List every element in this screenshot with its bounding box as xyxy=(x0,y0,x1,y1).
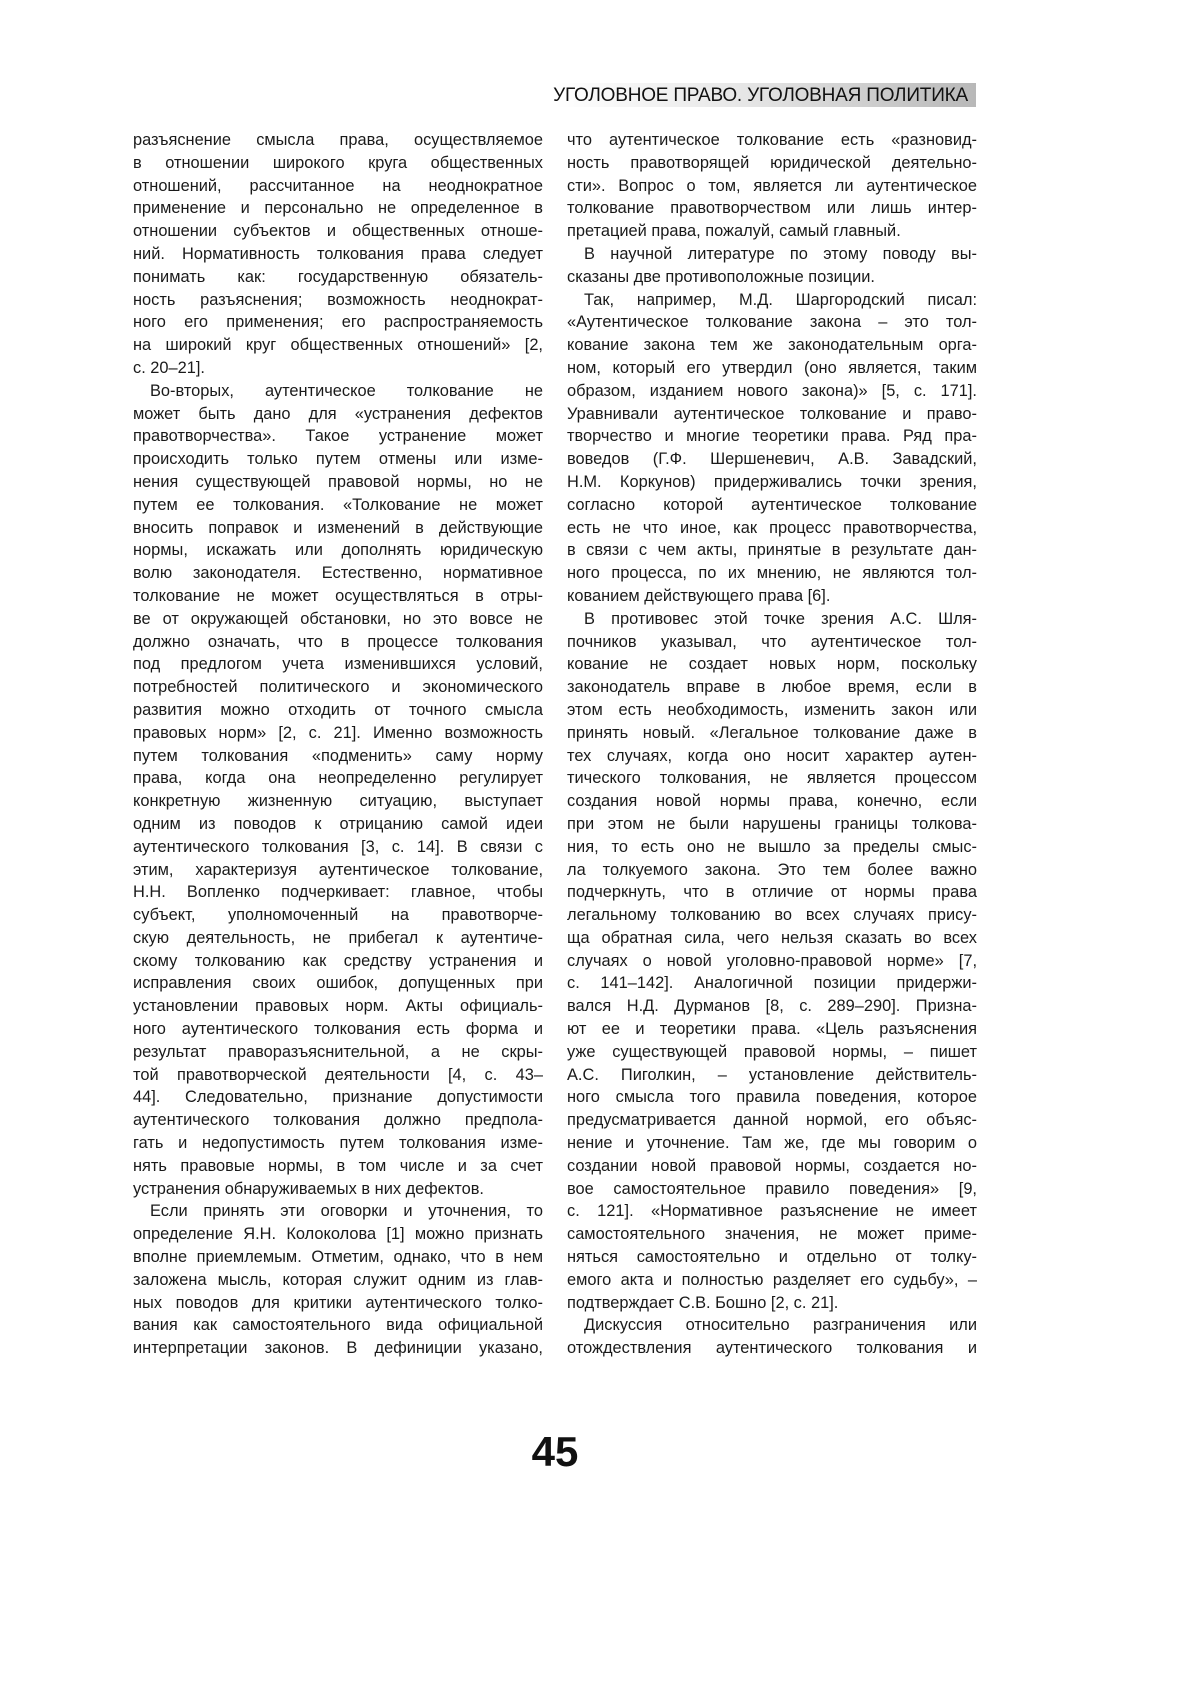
text-line xyxy=(567,1269,977,1292)
text-line xyxy=(567,403,977,426)
text-line xyxy=(133,1086,543,1109)
text-line-content: ного процесса, по их мнению, не являются тол- xyxy=(567,562,977,585)
text-line xyxy=(567,1314,977,1337)
text-line xyxy=(133,539,543,562)
text-line-content: отношении субъектов и общественных отноше- xyxy=(133,220,543,243)
text-line-content: создании новой правовой нормы, создается но- xyxy=(567,1155,977,1178)
text-line xyxy=(567,1018,977,1041)
text-line-content: нения существующей правовой нормы, но не xyxy=(133,471,543,494)
text-line xyxy=(133,1292,543,1315)
text-line xyxy=(133,1246,543,1269)
text-line-content: Уравнивали аутентическое толкование и право- xyxy=(567,403,977,426)
text-line-content: ного смысла того правила поведения, которое xyxy=(567,1086,977,1109)
text-line xyxy=(567,243,977,266)
text-line-content: происходить только путем отмены или изме- xyxy=(133,448,543,471)
text-line-content: в отношении широкого круга общественных xyxy=(133,152,543,175)
text-line xyxy=(133,927,543,950)
text-line xyxy=(567,699,977,722)
text-line xyxy=(567,950,977,973)
text-line-content: «Аутентическое толкование закона – это тол- xyxy=(567,311,977,334)
text-line xyxy=(567,881,977,904)
text-line-content: одним из поводов к отрицанию самой идеи xyxy=(133,813,543,836)
text-line-content: вался Н.Д. Дурманов [8, с. 289–290]. Призна- xyxy=(567,995,977,1018)
text-line xyxy=(133,722,543,745)
text-line xyxy=(567,653,977,676)
text-line xyxy=(567,517,977,540)
text-line-content: законодатель вправе в любое время, если в xyxy=(567,676,977,699)
text-column-right xyxy=(567,129,977,1360)
running-header xyxy=(556,83,976,107)
text-line xyxy=(133,380,543,403)
text-line-content: ве от окружающей обстановки, но это вовсе не xyxy=(133,608,543,631)
text-line xyxy=(133,1314,543,1337)
text-line-content: ных поводов для критики аутентического толко- xyxy=(133,1292,543,1315)
text-line-content: отношений, рассчитанное на неоднократное xyxy=(133,175,543,198)
text-line xyxy=(567,266,977,289)
text-line xyxy=(567,197,977,220)
text-line xyxy=(133,129,543,152)
text-line-content: на широкий круг общественных отношений» [2, xyxy=(133,334,543,357)
text-line xyxy=(567,1337,977,1360)
paragraph xyxy=(133,129,543,380)
text-line-content: с. 121]. «Нормативное разъяснение не имеет xyxy=(567,1200,977,1223)
text-line xyxy=(567,1086,977,1109)
text-line-content: кованием действующего права [6]. xyxy=(567,585,977,608)
text-line xyxy=(133,653,543,676)
text-line xyxy=(133,904,543,927)
text-line-content: при этом не были нарушены границы толкова- xyxy=(567,813,977,836)
text-line-content: результат праворазъяснительной, а не скры- xyxy=(133,1041,543,1064)
text-line-content: вое самостоятельное правило поведения» [9, xyxy=(567,1178,977,1201)
text-line-content: Во-вторых, аутентическое толкование не xyxy=(150,380,543,403)
text-line xyxy=(567,129,977,152)
text-line-content: толкование не может осуществляться в отры- xyxy=(133,585,543,608)
text-line-content: ность правотворящей юридической деятельно- xyxy=(567,152,977,175)
text-line xyxy=(567,1200,977,1223)
text-line xyxy=(133,631,543,654)
text-line xyxy=(133,357,543,380)
page-number: 45 xyxy=(0,1428,1110,1476)
text-line-content: нормы, искажать или дополнять юридическую xyxy=(133,539,543,562)
text-line-content: той правотворческой деятельности [4, с. 43– xyxy=(133,1064,543,1087)
text-line xyxy=(567,767,977,790)
text-line xyxy=(133,950,543,973)
text-line-content: уже существующей правовой нормы, – пишет xyxy=(567,1041,977,1064)
text-line xyxy=(133,972,543,995)
text-line-content: творчество и многие теоретики права. Ряд пра- xyxy=(567,425,977,448)
text-line-content: подтверждает С.В. Бошно [2, с. 21]. xyxy=(567,1292,977,1315)
text-line-content: может быть дано для «устранения дефектов xyxy=(133,403,543,426)
text-line-content: под предлогом учета изменившихся условий, xyxy=(133,653,543,676)
text-line xyxy=(133,995,543,1018)
text-line-content: правовых норм» [2, с. 21]. Именно возможность xyxy=(133,722,543,745)
text-line xyxy=(567,585,977,608)
text-line xyxy=(567,425,977,448)
text-line-content: ния, то есть оно не вышло за пределы смыс- xyxy=(567,836,977,859)
text-line xyxy=(133,790,543,813)
text-line xyxy=(567,471,977,494)
text-line-content: правотворчества». Такое устранение может xyxy=(133,425,543,448)
text-line-content: этом есть необходимость, изменить закон или xyxy=(567,699,977,722)
text-line-content: няться самостоятельно и отдельно от толку- xyxy=(567,1246,977,1269)
text-line-content: предусматривается данной нормой, его объяс- xyxy=(567,1109,977,1132)
text-line xyxy=(567,175,977,198)
text-line xyxy=(133,220,543,243)
text-line-content: права, когда она неопределенно регулирует xyxy=(133,767,543,790)
text-line xyxy=(567,745,977,768)
text-line xyxy=(133,403,543,426)
text-line-content: ного аутентического толкования есть форма и xyxy=(133,1018,543,1041)
text-line-content: нение и уточнение. Там же, где мы говорим о xyxy=(567,1132,977,1155)
text-line-content: Если принять эти оговорки и уточнения, то xyxy=(150,1200,543,1223)
text-line-content: вания как самостоятельного вида официальной xyxy=(133,1314,543,1337)
text-line-content: аутентического толкования должно предпола- xyxy=(133,1109,543,1132)
text-line xyxy=(133,1109,543,1132)
text-line xyxy=(133,494,543,517)
text-line-content: гать и недопустимость путем толкования изме- xyxy=(133,1132,543,1155)
text-line xyxy=(567,494,977,517)
text-line-content: этим, характеризуя аутентическое толкование, xyxy=(133,859,543,882)
text-line-content: аутентического толкования [3, с. 14]. В связи с xyxy=(133,836,543,859)
text-line xyxy=(567,836,977,859)
text-line xyxy=(567,995,977,1018)
text-line-content: ний. Нормативность толкования права следует xyxy=(133,243,543,266)
text-line-content: А.С. Пиголкин, – установление действитель- xyxy=(567,1064,977,1087)
text-line-content: устранения обнаруживаемых в них дефектов. xyxy=(133,1178,543,1201)
text-line xyxy=(133,1269,543,1292)
text-line xyxy=(567,813,977,836)
text-line-content: легальному толкованию во всех случаях прису- xyxy=(567,904,977,927)
text-line-content: что аутентическое толкование есть «разновид- xyxy=(567,129,977,152)
text-line xyxy=(133,425,543,448)
text-line-content: определение Я.Н. Колоколова [1] можно признать xyxy=(133,1223,543,1246)
text-line-content: кование не создает новых норм, поскольку xyxy=(567,653,977,676)
text-line xyxy=(133,175,543,198)
text-line xyxy=(133,1155,543,1178)
text-line xyxy=(567,1132,977,1155)
text-line-content: сказаны две противоположные позиции. xyxy=(567,266,977,289)
text-line-content: путем толкования «подменить» саму норму xyxy=(133,745,543,768)
text-line xyxy=(133,266,543,289)
text-line xyxy=(133,1178,543,1201)
text-column-left xyxy=(133,129,543,1360)
text-line xyxy=(567,562,977,585)
text-line xyxy=(567,334,977,357)
text-line-content: воведов (Г.Ф. Шершеневич, А.В. Завадский, xyxy=(567,448,977,471)
text-line-content: вносить поправок и изменений в действующие xyxy=(133,517,543,540)
text-line-content: 44]. Следовательно, признание допустимости xyxy=(133,1086,543,1109)
text-line xyxy=(133,608,543,631)
text-line xyxy=(567,1223,977,1246)
text-line xyxy=(567,1041,977,1064)
text-line xyxy=(567,608,977,631)
text-line xyxy=(133,1200,543,1223)
text-line xyxy=(133,745,543,768)
text-line-content: ют ее и теоретики права. «Цель разъяснения xyxy=(567,1018,977,1041)
text-line xyxy=(133,699,543,722)
paragraph xyxy=(133,380,543,1201)
text-line xyxy=(567,357,977,380)
text-line-content: толкование правотворчеством или лишь интер- xyxy=(567,197,977,220)
text-line-content: образом, изданием нового закона)» [5, с. 171]. xyxy=(567,380,977,403)
text-line xyxy=(133,1223,543,1246)
text-line-content: понимать как: государственную обязатель- xyxy=(133,266,543,289)
text-line xyxy=(567,311,977,334)
text-line xyxy=(133,197,543,220)
paragraph xyxy=(567,1314,977,1360)
text-line-content: скую деятельность, не прибегал к аутентиче- xyxy=(133,927,543,950)
text-line-content: ща обратная сила, чего нельзя сказать во всех xyxy=(567,927,977,950)
text-line xyxy=(567,1246,977,1269)
text-line xyxy=(133,1041,543,1064)
text-line xyxy=(133,1064,543,1087)
text-line-content: Н.Н. Вопленко подчеркивает: главное, чтобы xyxy=(133,881,543,904)
text-line xyxy=(133,881,543,904)
text-line-content: с. 20–21]. xyxy=(133,357,543,380)
text-line xyxy=(567,152,977,175)
paragraph xyxy=(567,243,977,289)
text-line xyxy=(567,972,977,995)
text-line xyxy=(133,311,543,334)
text-line xyxy=(133,1337,543,1360)
text-line xyxy=(133,1132,543,1155)
text-line-content: установлении правовых норм. Акты официаль- xyxy=(133,995,543,1018)
text-line-content: ного его применения; его распространяемость xyxy=(133,311,543,334)
text-line xyxy=(133,152,543,175)
text-line-content: Так, например, М.Д. Шаргородский писал: xyxy=(584,289,977,312)
text-line-content: в связи с чем акты, принятые в результате дан- xyxy=(567,539,977,562)
text-line-content: должно означать, что в процессе толкования xyxy=(133,631,543,654)
text-line xyxy=(133,471,543,494)
text-line-content: заложена мысль, которая служит одним из глав- xyxy=(133,1269,543,1292)
text-line-content: согласно которой аутентическое толкование xyxy=(567,494,977,517)
paragraph xyxy=(567,608,977,1315)
text-line xyxy=(133,243,543,266)
text-line-content: тического толкования, не является процессом xyxy=(567,767,977,790)
text-line xyxy=(567,1109,977,1132)
paragraph xyxy=(567,289,977,608)
text-line-content: путем ее толкования. «Толкование не может xyxy=(133,494,543,517)
text-line-content: ность разъяснения; возможность неоднократ- xyxy=(133,289,543,312)
text-line xyxy=(133,448,543,471)
text-line-content: сти». Вопрос о том, является ли аутентическое xyxy=(567,175,977,198)
text-line xyxy=(567,448,977,471)
text-line-content: В научной литературе по этому поводу вы- xyxy=(584,243,977,266)
text-line-content: с. 141–142]. Аналогичной позиции придержи- xyxy=(567,972,977,995)
text-line-content: применение и персонально не определенное в xyxy=(133,197,543,220)
text-line xyxy=(133,562,543,585)
text-line-content: кование закона тем же законодательным орга- xyxy=(567,334,977,357)
text-line xyxy=(133,676,543,699)
text-line xyxy=(567,289,977,312)
text-line xyxy=(567,790,977,813)
text-line-content: конкретную жизненную ситуацию, выступает xyxy=(133,790,543,813)
text-line-content: Н.М. Коркунов) придерживались точки зрения, xyxy=(567,471,977,494)
text-line-content: емого акта и полностью разделяет его судьбу», – xyxy=(567,1269,977,1292)
text-line xyxy=(567,1064,977,1087)
text-line-content: тех случаях, когда оно носит характер аутен- xyxy=(567,745,977,768)
text-line xyxy=(567,1292,977,1315)
text-line-content: случаях о новой уголовно-правовой норме» [7, xyxy=(567,950,977,973)
text-line-content: вполне приемлемым. Отметим, однако, что в нем xyxy=(133,1246,543,1269)
text-line-content: подчеркнуть, что в отличие от нормы права xyxy=(567,881,977,904)
text-line-content: самостоятельного значения, не может приме- xyxy=(567,1223,977,1246)
text-line xyxy=(567,676,977,699)
text-line xyxy=(567,722,977,745)
text-line xyxy=(567,859,977,882)
text-line xyxy=(567,539,977,562)
text-line xyxy=(133,289,543,312)
text-line-content: развития можно отходить от точного смысла xyxy=(133,699,543,722)
text-line-content: субъект, уполномоченный на правотворче- xyxy=(133,904,543,927)
text-line-content: скому толкованию как средству устранения и xyxy=(133,950,543,973)
text-line xyxy=(133,767,543,790)
text-line xyxy=(133,334,543,357)
paragraph xyxy=(567,129,977,243)
text-line xyxy=(133,813,543,836)
text-line-content: нять правовые нормы, в том числе и за счет xyxy=(133,1155,543,1178)
text-line xyxy=(567,1178,977,1201)
text-line xyxy=(567,220,977,243)
text-line xyxy=(133,1018,543,1041)
text-line-content: претацией права, пожалуй, самый главный. xyxy=(567,220,977,243)
text-line-content: ла толкуемого закона. Это тем более важно xyxy=(567,859,977,882)
text-line-content: волю законодателя. Естественно, нормативное xyxy=(133,562,543,585)
section-title: УГОЛОВНОЕ ПРАВО. УГОЛОВНАЯ ПОЛИТИКА xyxy=(553,85,968,107)
text-line-content: создания новой нормы права, конечно, если xyxy=(567,790,977,813)
text-line xyxy=(133,836,543,859)
text-line xyxy=(133,859,543,882)
text-line xyxy=(567,380,977,403)
text-line xyxy=(567,631,977,654)
text-line-content: есть не что иное, как процесс правотворчества, xyxy=(567,517,977,540)
text-line-content: В противовес этой точке зрения А.С. Шля- xyxy=(584,608,977,631)
text-line-content: принять новый. «Легальное толкование даже в xyxy=(567,722,977,745)
text-line xyxy=(567,904,977,927)
text-line-content: почников указывал, что аутентическое тол- xyxy=(567,631,977,654)
text-line xyxy=(567,927,977,950)
text-line-content: Дискуссия относительно разграничения или xyxy=(584,1314,977,1337)
text-line xyxy=(133,585,543,608)
text-line-content: исправления своих ошибок, допущенных при xyxy=(133,972,543,995)
text-line-content: отождествления аутентического толкования и xyxy=(567,1337,977,1360)
text-line xyxy=(567,1155,977,1178)
text-line-content: потребностей политического и экономического xyxy=(133,676,543,699)
text-line-content: ном, который его утвердил (оно является, таким xyxy=(567,357,977,380)
text-line xyxy=(133,517,543,540)
paragraph xyxy=(133,1200,543,1360)
text-line-content: разъяснение смысла права, осуществляемое xyxy=(133,129,543,152)
text-line-content: интерпретации законов. В дефиниции указано, xyxy=(133,1337,543,1360)
